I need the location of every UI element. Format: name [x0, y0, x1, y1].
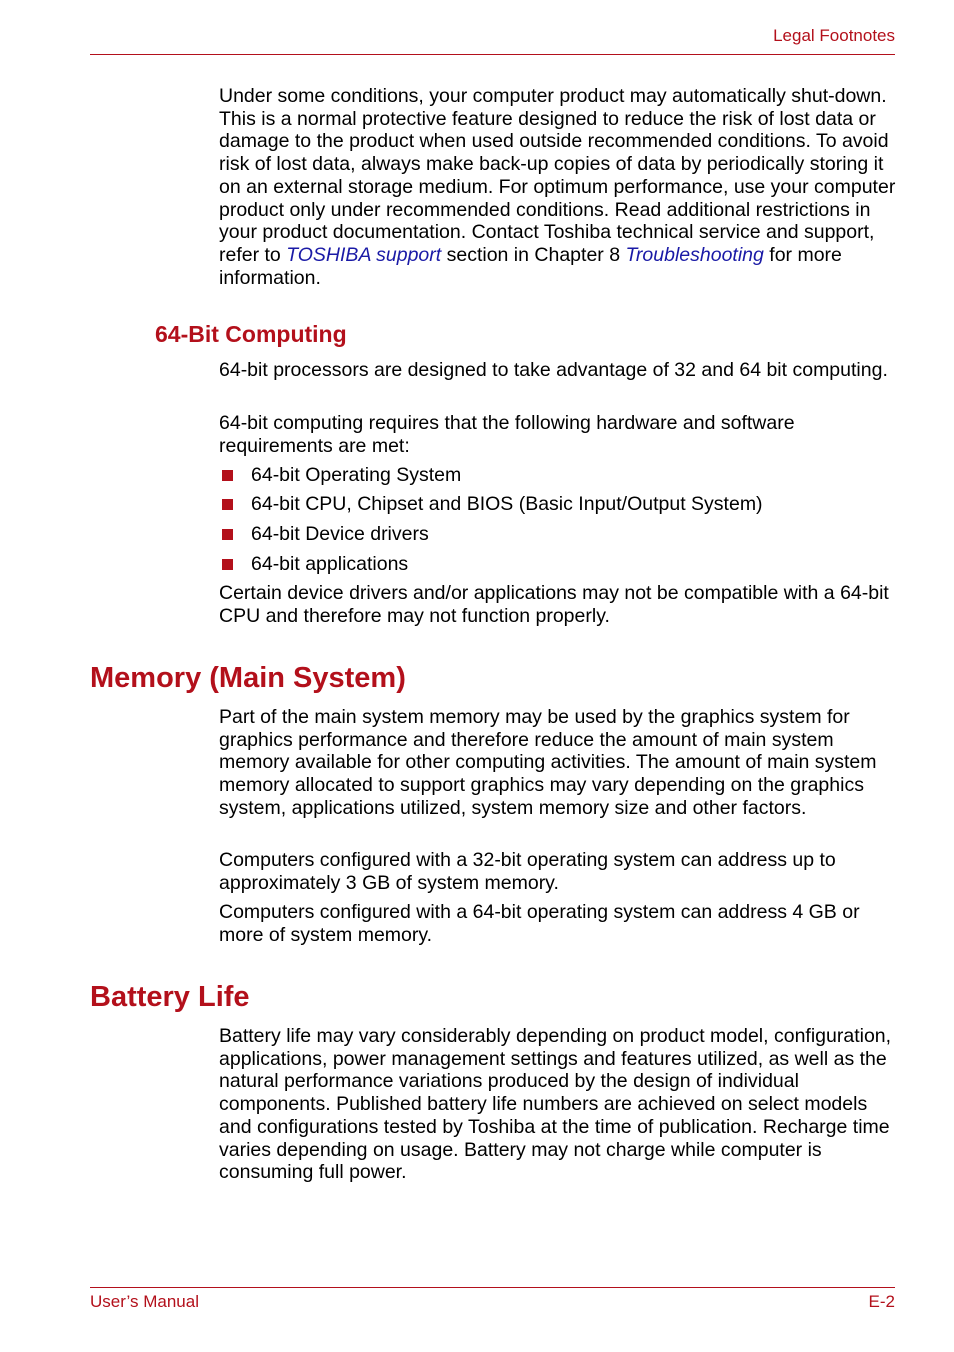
bullet-square-icon — [222, 529, 233, 540]
memory-heading: Memory (Main System) — [90, 662, 406, 694]
bullet-square-icon — [222, 470, 233, 481]
bit-computing-para-1: 64-bit processors are designed to take advantage of 32 and 64 bit computing. — [219, 359, 888, 381]
bit-computing-heading: 64-Bit Computing — [155, 321, 347, 347]
bit-computing-para-2: 64-bit computing requires that the following hardware and software requirements are met: — [219, 412, 795, 457]
bullet-square-icon — [222, 499, 233, 510]
memory-para-3: Computers configured with a 64-bit operating system can address 4 GB or more of system memory. — [219, 901, 860, 946]
intro-text-middle: section in Chapter 8 — [441, 243, 626, 266]
memory-para-1: Part of the main system memory may be used by the graphics system for graphics performance and therefore reduce the amount of main system memory available for other computing activities. The amount of main system memory allocated to support graphics may vary depending on the graphics system, applications utilized, system memory size and other factors. — [219, 706, 877, 819]
bullet-square-icon — [222, 559, 233, 570]
page-number: E-2 — [868, 1292, 895, 1311]
intro-paragraph — [219, 85, 899, 289]
header-rule — [90, 54, 895, 55]
header-title: Legal Footnotes — [773, 26, 895, 45]
footer-manual-label: User’s Manual — [90, 1292, 199, 1311]
toshiba-support-link[interactable]: TOSHIBA support — [286, 243, 442, 266]
intro-text-after: for more information. — [219, 243, 842, 289]
memory-para-2: Computers configured with a 32-bit operating system can address up to approximately 3 GB of system memory. — [219, 849, 836, 894]
intro-text-before: Under some conditions, your computer product may automatically shut-down. This is a normal protective feature designed to reduce the risk of lost data or damage to the product when used outside recommended conditions. To avoid risk of lost data, always make back-up copies of data by periodically storing it on an external storage medium. For optimum performance, use your computer product only under recommended conditions. Read additional restrictions in your product documentation. Contact Toshiba technical service and support, refer to — [219, 85, 896, 266]
bit-computing-para-3: Certain device drivers and/or applications may not be compatible with a 64-bit CPU and therefore may not function properly. — [219, 582, 889, 627]
footer-rule — [90, 1287, 895, 1288]
battery-para-1: Battery life may vary considerably depending on product model, configuration, applications, power management settings and features utilized, as well as the natural performance variations produced by the design of individual components. Published battery life numbers are achieved on select models and configurations tested by Toshiba at the time of publication. Recharge time varies depending on usage. Battery may not charge while computer is consuming full power. — [219, 1025, 892, 1184]
troubleshooting-link[interactable]: Troubleshooting — [625, 243, 764, 266]
battery-heading: Battery Life — [90, 981, 250, 1013]
